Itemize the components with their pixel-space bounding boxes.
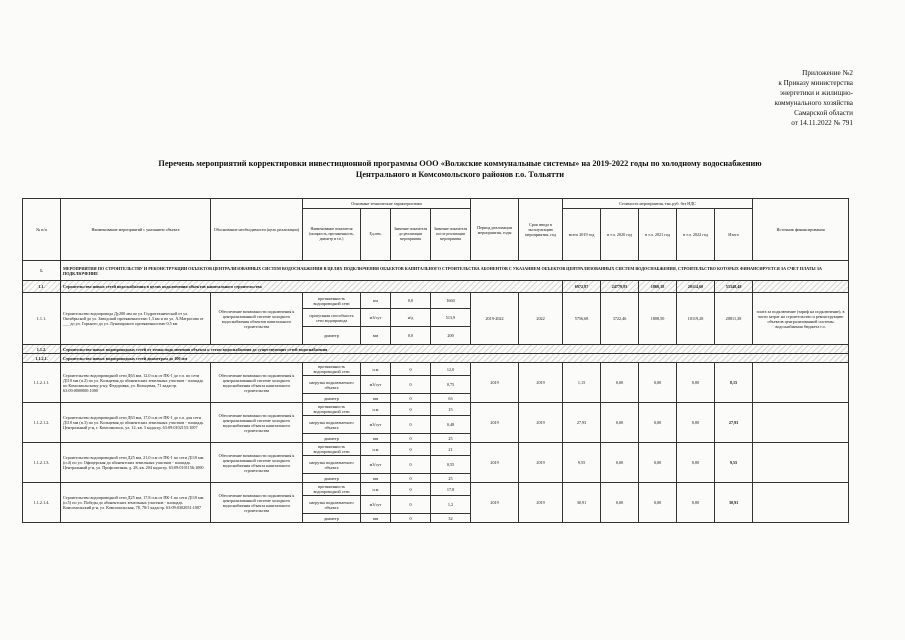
measure-justification: Обеспечение возможности подключения к централизованной системе холодного водоснабжения объекта капитального строительства — [211, 403, 303, 443]
param-before: 0 — [391, 496, 431, 514]
measure-commission: 2019 — [519, 483, 563, 523]
header-commission: Срок ввода в эксплуатацию мероприятия, год — [519, 199, 563, 261]
cost-2019: 6972,87 — [563, 281, 601, 293]
param-after: 15 — [431, 403, 471, 416]
measure-period: 2019 — [471, 443, 519, 483]
param-before: 0,0 — [391, 293, 431, 309]
cost-2022: 20114,60 — [677, 281, 715, 293]
param-after: 200 — [431, 327, 471, 345]
cost-2021: 0,00 — [639, 443, 677, 483]
appendix-block — [713, 68, 853, 128]
funding-source — [753, 483, 849, 523]
param-unit: мм — [361, 327, 391, 345]
cost-2021: 0,00 — [639, 363, 677, 403]
header-source: Источник финансирования — [753, 199, 849, 261]
param-before: 0 — [391, 443, 431, 456]
measure-justification: Обеспечение возможности подключения к централизованной системе холодного водоснабжения объекта капитального строительства — [211, 443, 303, 483]
param-name: диаметр — [303, 327, 361, 345]
header-tech-group: Основные технические характеристики — [303, 199, 471, 209]
param-before: 0 — [391, 416, 431, 434]
funding-source: плата за подключение (тариф на подключение), в части затрат на строительство и реконструкцию объектов централизованной системы водоснабжения бюджета г.о. — [753, 293, 849, 345]
row-num: 1.1.2.1. — [23, 354, 61, 363]
cost-2020: 0,00 — [601, 443, 639, 483]
header-cost-group: Стоимость мероприятия, тыс.руб. без НДС — [563, 199, 753, 209]
param-name: протяженность водопроводной сети — [303, 403, 361, 416]
param-before: 0 — [391, 456, 431, 474]
param-after: 32 — [431, 514, 471, 523]
measure-name: Строительство водопроводной сети Д63 мм, 12,0 п.м от ПК-1 до т.п. по сети Д110 мм (п.2) по ул. Кольцевая до абонентских земельных участков - площадь по Комсомольскому р-ну, Федоровка, ул. Кольцевая, 71 кадастр. 63:09:0000000:1000 — [61, 363, 211, 403]
cost-2019: 30,91 — [563, 483, 601, 523]
measure-justification: Обеспечение возможности подключения к централизованной системе холодного водоснабжения объекта капитального строительства — [211, 363, 303, 403]
header-period: Период реализации мероприятия, годы — [471, 199, 519, 261]
header-tech-name: Наименование показателя (мощность, протяженность, диаметр и т.п.) — [303, 209, 361, 261]
header-unit: Ед.изм. — [361, 209, 391, 261]
measure-commission: 2019 — [519, 363, 563, 403]
funding-source — [753, 363, 849, 403]
param-name: диаметр — [303, 394, 361, 403]
measure-commission: 2019 — [519, 403, 563, 443]
param-before: 0 — [391, 483, 431, 496]
measure-name: Строительство водопровода Ду200 мм по ул. Гидротехнической от ул. Октябрьской до ул. Заводской протяженностью 1,3 км и по ул. А.Матросова от ___ до ул. Горького до ул. Луначарского протяженностью 0,5 км — [61, 293, 211, 345]
row-num: 1.1.1. — [23, 293, 61, 345]
cost-2021: 0,00 — [639, 483, 677, 523]
measure-commission: 2019 — [519, 443, 563, 483]
cost-total: 20811,38 — [715, 293, 753, 345]
param-after: 25 — [431, 474, 471, 483]
param-after: 513,9 — [431, 309, 471, 327]
cost-2021: 1808,50 — [639, 293, 677, 345]
header-total: Итого — [715, 209, 753, 261]
header-num: № п/п — [23, 199, 61, 261]
source-cell — [753, 281, 849, 293]
param-unit: м3/сут — [361, 416, 391, 434]
param-unit: мм — [361, 514, 391, 523]
param-unit: м3/сут — [361, 456, 391, 474]
row-num: 1.1.2.1.4. — [23, 483, 61, 523]
param-after: 0,75 — [431, 376, 471, 394]
param-before: н/д — [391, 309, 431, 327]
measure-period: 2019 — [471, 363, 519, 403]
row-num: 1.1. — [23, 281, 61, 293]
row-title: Строительство новых водопроводных сетей диаметром до 100 мм — [61, 354, 849, 363]
measure-justification: Обеспечение возможности подключения к централизованной системе холодного водоснабжения объектов капитального строительства — [211, 293, 303, 345]
param-after: 1,2 — [431, 496, 471, 514]
cost-2022: 0,00 — [677, 483, 715, 523]
measures-table — [22, 198, 849, 523]
cost-2021: 1860,18 — [639, 281, 677, 293]
param-name: протяженность водопроводной сети — [303, 443, 361, 456]
measure-name: Строительство водопроводной сети Д63 мм, 17,0 п.м от ПК-1 до т.п. для сети Д110 мм (п.3) по ул. Кольцевая до абонентских земельных участков - площадь Центральный р-н, г. Комсомольск, ул. 12, кв. 3 кадастр. 63:09:0102153:1007 — [61, 403, 211, 443]
param-name: протяженность водопроводной сети — [303, 483, 361, 496]
table-row — [23, 483, 849, 496]
cost-2019: 5756,68 — [563, 293, 601, 345]
param-unit: мм — [361, 434, 391, 443]
cost-2022: 0,00 — [677, 403, 715, 443]
cost-2019: 1,15 — [563, 363, 601, 403]
param-before: 0 — [391, 376, 431, 394]
funding-source — [753, 443, 849, 483]
measure-name: Строительство водопроводной сети Д25 мм, 21,0 п.м от ПК-1 по сети Д110 мм (п.4) по ул. Офицерская до абонентских земельных участков - площадь Центральный р-н, ул. Профсоюзная, д. 28, кв. 204 кадастр. 63:09:0101156:1000 — [61, 443, 211, 483]
param-name: диаметр — [303, 474, 361, 483]
measure-period: 2019 — [471, 403, 519, 443]
measure-period: 2019 — [471, 483, 519, 523]
table-row — [23, 443, 849, 456]
table-row — [23, 363, 849, 376]
row-title: Строительство новых водопроводных сетей от точки подключения объекта к сетям водоснабжения до существующих сетей водоснабжения — [61, 345, 849, 354]
row-num: 1.1.2.1.1. — [23, 363, 61, 403]
measure-rows — [23, 363, 849, 523]
header-2019: всего 2019 год — [563, 209, 601, 261]
header-2021: в т.ч. 2021 год — [639, 209, 677, 261]
param-before: 0 — [391, 394, 431, 403]
title-line: Центрального и Комсомольского районов г.о. Тольятти — [355, 170, 565, 179]
cost-2022: 0,00 — [677, 443, 715, 483]
param-unit: п.м — [361, 363, 391, 376]
param-name: нагрузка подключаемого объекта — [303, 376, 361, 394]
param-unit: п.м — [361, 483, 391, 496]
param-after: 12,0 — [431, 363, 471, 376]
section-num: 1. — [23, 261, 61, 281]
param-before: 0,0 — [391, 327, 431, 345]
param-name: пропускная способность сети водопровода — [303, 309, 361, 327]
param-after: 21 — [431, 443, 471, 456]
param-unit: м3/сут — [361, 496, 391, 514]
param-unit: м3/сут — [361, 376, 391, 394]
appendix-line: коммунального хозяйства — [774, 99, 853, 107]
cost-total: 9,55 — [715, 443, 753, 483]
title-line: Перечень мероприятий корректировки инвестиционной программы ООО «Волжские коммунальные системы» на 2019-2022 годы по холодному водоснабжению — [158, 159, 762, 168]
header-after: Значение показателя после реализации мероприятия — [431, 209, 471, 261]
cost-total: 30,91 — [715, 483, 753, 523]
param-after: 0,48 — [431, 416, 471, 434]
cost-2020: 3722,46 — [601, 293, 639, 345]
cost-2020: 0,00 — [601, 363, 639, 403]
document-title — [70, 158, 850, 180]
param-unit: п.м — [361, 403, 391, 416]
param-after: 1660 — [431, 293, 471, 309]
appendix-line: энергетики и жилищно- — [779, 89, 853, 97]
cost-total: 27,93 — [715, 403, 753, 443]
cost-2021: 0,00 — [639, 403, 677, 443]
cost-2022: 0,00 — [677, 363, 715, 403]
cost-2019: 27,93 — [563, 403, 601, 443]
row-num: 1.1.2.1.3. — [23, 443, 61, 483]
header-2020: в т.ч. 2020 год — [601, 209, 639, 261]
appendix-line: Приложение №2 — [802, 69, 853, 77]
measure-name: Строительство водопроводной сети Д25 мм, 17,8 п.м от ПК-1 по сети Д110 мм (п.5) по ул. Победы до абонентских земельных участков - площадь Комсомольский р-н, ул. Комсомольская, 78, 78/1 кадастр. 63:09:0302051:1007 — [61, 483, 211, 523]
row-num: 1.1.2.1.2. — [23, 403, 61, 443]
cost-2019: 9,55 — [563, 443, 601, 483]
param-after: 63 — [431, 394, 471, 403]
param-unit: мм — [361, 394, 391, 403]
header-before: Значение показателя до реализации мероприятия — [391, 209, 431, 261]
section-title: МЕРОПРИЯТИЯ ПО СТРОИТЕЛЬСТВУ И РЕКОНСТРУКЦИИ ОБЪЕКТОВ ЦЕНТРАЛИЗОВАННЫХ СИСТЕМ ВОДОСНАБЖЕНИЯ В ЦЕЛЯХ ПОДКЛЮЧЕНИЯ ОБЪЕКТОВ КАПИТАЛЬНОГО СТРОИТЕЛЬСТВА АБОНЕНТОВ С УКАЗАНИЕМ ОБЪЕКТОВ ЦЕНТРАЛИЗОВАННЫХ СИСТЕМ ВОДОСНАБЖЕНИЯ, СТРОИТЕЛЬСТВО КОТОРЫХ ФИНАНСИРУЕТСЯ ЗА СЧЕТ ПЛАТЫ ЗА ПОДКЛЮЧЕНИЕ — [61, 261, 849, 281]
param-before: 0 — [391, 474, 431, 483]
param-before: 0 — [391, 434, 431, 443]
cost-2020: 0,00 — [601, 483, 639, 523]
cost-total: 53348,48 — [715, 281, 753, 293]
param-before: 0 — [391, 363, 431, 376]
header-justification: Обоснование необходимости (цель реализации) — [211, 199, 303, 261]
param-after: 0,55 — [431, 456, 471, 474]
param-unit: м3/сут — [361, 309, 391, 327]
param-after: 25 — [431, 434, 471, 443]
cost-total: 8,15 — [715, 363, 753, 403]
header-2022: в т.ч. 2022 год — [677, 209, 715, 261]
cost-2020: 0,00 — [601, 403, 639, 443]
param-name: протяженность водопроводной сети — [303, 363, 361, 376]
param-before: 0 — [391, 514, 431, 523]
appendix-date-number: от 14.11.2022 № 791 — [791, 119, 853, 127]
param-unit: п.м — [361, 443, 391, 456]
header-name: Наименование мероприятий с указанием объекта — [61, 199, 211, 261]
cost-2020: 24779,83 — [601, 281, 639, 293]
measure-period: 2019-2022 — [471, 293, 519, 345]
param-before: 0 — [391, 403, 431, 416]
measure-commission: 2022 — [519, 293, 563, 345]
param-name: нагрузка подключаемого объекта — [303, 496, 361, 514]
measure-justification: Обеспечение возможности подключения к централизованной системе холодного водоснабжения объекта капитального строительства — [211, 483, 303, 523]
param-name: диаметр — [303, 514, 361, 523]
appendix-line: к Приказу министерства — [778, 79, 853, 87]
param-unit: км — [361, 293, 391, 309]
param-name: диаметр — [303, 434, 361, 443]
row-title: Строительство новых сетей водоснабжения в целях подключения объектов капитального строительства — [61, 281, 563, 293]
table-row — [23, 403, 849, 416]
param-unit: мм — [361, 474, 391, 483]
param-name: протяженность водопроводной сети — [303, 293, 361, 309]
param-name: нагрузка подключаемого объекта — [303, 416, 361, 434]
param-name: нагрузка подключаемого объекта — [303, 456, 361, 474]
row-num: 1.1.2. — [23, 345, 61, 354]
param-after: 17,8 — [431, 483, 471, 496]
funding-source — [753, 403, 849, 443]
appendix-line: Самарской области — [794, 109, 853, 117]
cost-2022: 10119,28 — [677, 293, 715, 345]
